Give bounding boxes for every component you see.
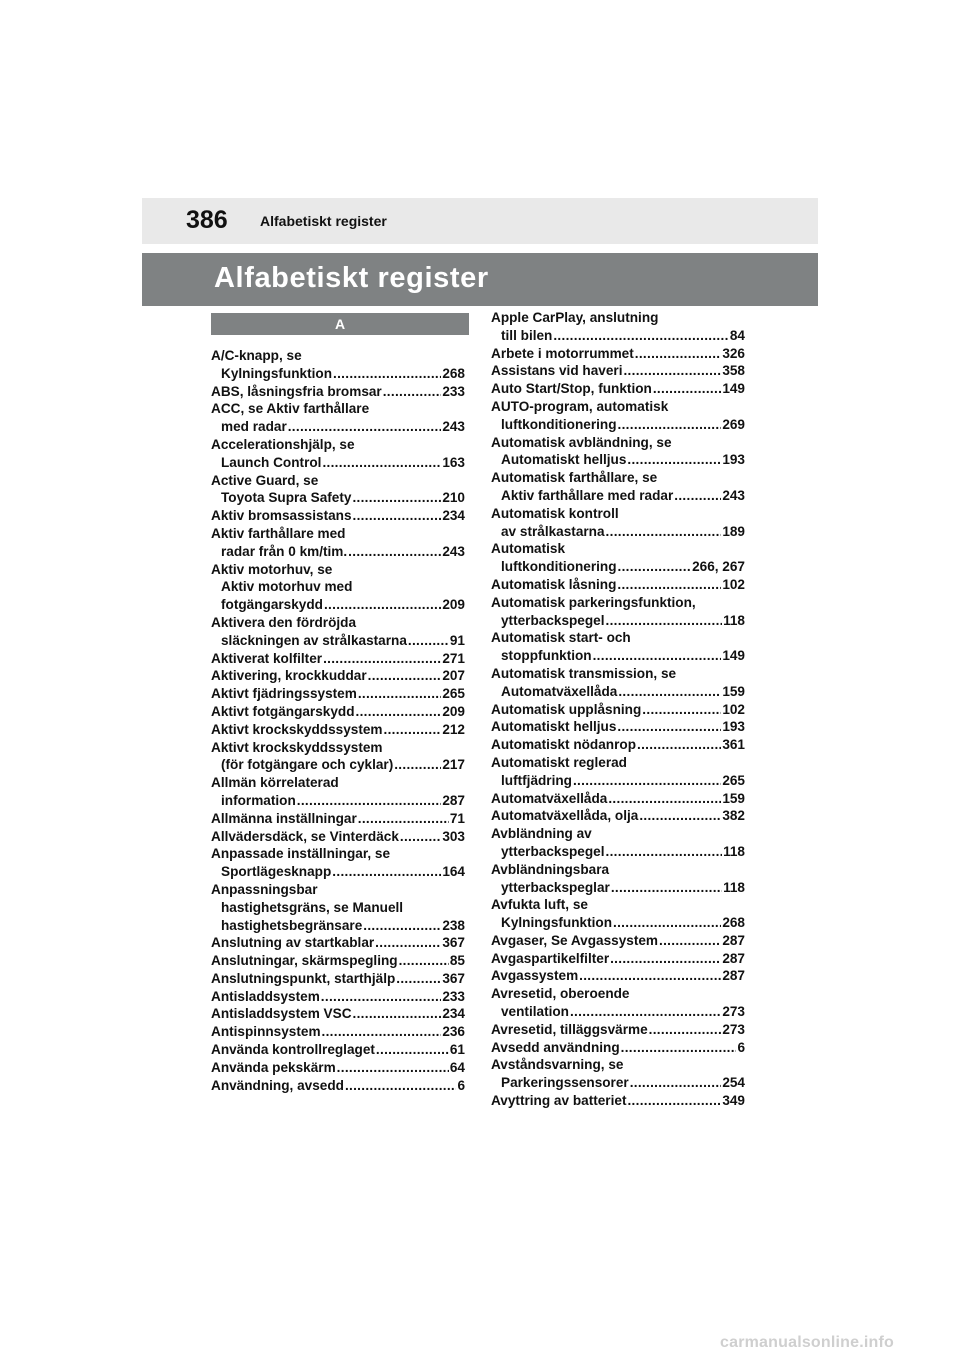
index-entry — [211, 614, 465, 650]
index-entry — [211, 1005, 465, 1023]
entry-page-number: 189 — [722, 523, 745, 539]
entry-page-number: 358 — [722, 363, 745, 379]
index-entry — [211, 667, 465, 685]
entry-page-number: 6 — [457, 1077, 465, 1093]
entry-term: Avsedd användning — [491, 1039, 620, 1055]
entry-term: Aktivera den fördröjda — [211, 614, 357, 630]
dot-leader — [358, 685, 442, 703]
entry-page-number: 234 — [442, 1006, 465, 1022]
entry-page-number: 233 — [442, 383, 465, 399]
dot-leader — [323, 650, 441, 668]
index-entry — [491, 469, 745, 505]
entry-term: Avgaser, Se Avgassystem — [491, 932, 659, 948]
entry-page-number: 287 — [722, 932, 745, 948]
entry-page-number: 71 — [449, 810, 465, 826]
entry-term: ytterbackspegel — [501, 612, 605, 628]
index-entry — [491, 950, 745, 968]
header-bar — [142, 198, 818, 244]
index-entry — [491, 345, 745, 363]
dot-leader — [610, 950, 721, 968]
entry-page-number: 243 — [722, 487, 745, 503]
dot-leader — [627, 1092, 721, 1110]
entry-term: Sportlägesknapp — [221, 864, 332, 880]
index-entry — [491, 754, 745, 790]
entry-term: Använda pekskärm — [211, 1059, 336, 1075]
index-entry — [211, 1023, 465, 1041]
index-entry — [491, 1056, 745, 1092]
entry-term: Aktivt fjädringssystem — [211, 686, 357, 702]
index-entry — [491, 861, 745, 897]
index-entry — [491, 701, 745, 719]
entry-term: information — [221, 792, 296, 808]
entry-term: ABS, låsningsfria bromsar — [211, 383, 382, 399]
index-entry — [211, 970, 465, 988]
dot-leader — [322, 1023, 442, 1041]
dot-leader — [659, 932, 721, 950]
dot-leader — [352, 489, 441, 507]
entry-term: Active Guard, se — [211, 472, 319, 488]
entry-term: Apple CarPlay, anslutning — [491, 310, 659, 325]
entry-page-number: 234 — [442, 508, 465, 524]
dot-leader — [321, 988, 442, 1006]
entry-page-number: 193 — [722, 452, 745, 468]
entry-term: Automatväxellåda — [491, 790, 608, 806]
index-entry — [211, 1059, 465, 1077]
entry-page-number: 236 — [442, 1024, 465, 1040]
entry-page-number: 269 — [722, 416, 745, 432]
entry-term: ytterbackspegel — [501, 843, 605, 859]
entry-page-number: 209 — [442, 703, 465, 719]
dot-leader — [356, 703, 442, 721]
index-entry — [491, 505, 745, 541]
dot-leader — [642, 701, 721, 719]
dot-leader — [353, 507, 442, 525]
dot-leader — [333, 365, 441, 383]
entry-term: (för fotgängare och cyklar) — [221, 757, 394, 773]
dot-leader — [637, 736, 721, 754]
entry-term: Avresetid, oberoende — [491, 986, 630, 1002]
dot-leader — [617, 718, 721, 736]
dot-leader — [618, 416, 722, 434]
entry-term: Antispinnsystem — [211, 1024, 321, 1040]
index-entry — [491, 932, 745, 950]
index-entry — [211, 1041, 465, 1059]
index-entry — [211, 685, 465, 703]
entry-term: Automatiskt helljus — [501, 452, 627, 468]
entry-page-number: 303 — [442, 828, 465, 844]
entry-term: Launch Control — [221, 454, 322, 470]
dot-leader — [383, 383, 442, 401]
index-entry — [211, 561, 465, 614]
dot-leader — [375, 934, 441, 952]
entry-term: Avgaspartikelfilter — [491, 950, 610, 966]
left-entry-list — [211, 347, 465, 1094]
dot-leader — [618, 558, 692, 576]
dot-leader — [337, 1059, 449, 1077]
entry-term: Använda kontrollreglaget — [211, 1042, 375, 1058]
dot-leader — [400, 828, 441, 846]
entry-term: luftkonditionering — [501, 559, 617, 575]
section-letter-header: A — [211, 313, 469, 335]
index-entry — [491, 665, 745, 701]
entry-term: Automatiskt nödanrop — [491, 737, 636, 753]
index-entry — [211, 828, 465, 846]
entry-term: fotgängarskydd — [221, 597, 323, 613]
entry-term: Kylningsfunktion — [501, 915, 613, 931]
entry-page-number: 159 — [722, 790, 745, 806]
entry-term: ytterbackspeglar — [501, 879, 610, 895]
entry-page-number: 287 — [722, 950, 745, 966]
entry-term: hastighetsbegränsare — [221, 917, 363, 933]
index-entry — [491, 896, 745, 932]
dot-leader — [593, 647, 722, 665]
entry-term: hastighetsgräns, se Manuell — [221, 899, 404, 915]
entry-page-number: 91 — [449, 632, 465, 648]
entry-term: med radar — [221, 419, 287, 435]
entry-term: Avbländning av — [491, 826, 592, 842]
entry-page-number: 102 — [722, 701, 745, 717]
entry-page-number: 193 — [722, 719, 745, 735]
dot-leader — [618, 683, 721, 701]
entry-term: Automatisk farthållare, se — [491, 470, 658, 486]
entry-term: Anslutningar, skärmspegling — [211, 953, 398, 969]
index-entry — [491, 807, 745, 825]
entry-term: AUTO-program, automatisk — [491, 398, 669, 414]
dot-leader — [674, 487, 721, 505]
dot-leader — [635, 345, 722, 363]
entry-term: Automatisk start- och — [491, 630, 631, 646]
index-entry — [491, 540, 745, 576]
index-entry — [211, 400, 465, 436]
entry-term: Kylningsfunktion — [221, 365, 333, 381]
entry-term: Aktivt fotgängarskydd — [211, 703, 355, 719]
dot-leader — [348, 543, 441, 561]
entry-page-number: 265 — [722, 772, 745, 788]
entry-term: Allvädersdäck, se Vinterdäck — [211, 828, 399, 844]
page-title: Alfabetiskt register — [214, 262, 489, 294]
dot-leader — [394, 756, 441, 774]
dot-leader — [570, 1003, 721, 1021]
entry-term: till bilen — [501, 327, 553, 343]
entry-page-number: 209 — [442, 597, 465, 613]
entry-page-number: 254 — [722, 1075, 745, 1091]
entry-term: Automatväxellåda — [501, 683, 618, 699]
index-entry — [211, 721, 465, 739]
entry-page-number: 287 — [442, 792, 465, 808]
dot-leader — [384, 721, 442, 739]
entry-page-number: 64 — [449, 1059, 465, 1075]
index-entry — [211, 347, 465, 383]
entry-page-number: 84 — [729, 327, 745, 343]
dot-leader — [617, 576, 721, 594]
entry-term: luftkonditionering — [501, 416, 617, 432]
entry-term: Aktiverat kolfilter — [211, 650, 323, 666]
index-entry — [211, 739, 465, 775]
dot-leader — [630, 1074, 722, 1092]
index-entry — [211, 934, 465, 952]
dot-leader — [606, 523, 722, 541]
entry-term: Aktivt krockskyddssystem — [211, 739, 383, 755]
entry-term: Aktiv motorhuv, se — [211, 561, 333, 577]
dot-leader — [399, 952, 449, 970]
entry-term: Automatisk — [491, 541, 566, 557]
entry-term: Automatisk transmission, se — [491, 665, 677, 681]
index-entry — [491, 380, 745, 398]
dot-leader — [332, 863, 441, 881]
index-entry — [491, 736, 745, 754]
entry-page-number: 61 — [449, 1042, 465, 1058]
entry-term: Användning, avsedd — [211, 1077, 344, 1093]
entry-page-number: 212 — [442, 721, 465, 737]
entry-term: Avståndsvarning, se — [491, 1057, 624, 1073]
entry-term: Anslutningspunkt, starthjälp — [211, 970, 396, 986]
entry-page-number: 233 — [442, 988, 465, 1004]
entry-term: Arbete i motorrummet — [491, 345, 634, 361]
entry-page-number: 163 — [442, 454, 465, 470]
dot-leader — [579, 967, 721, 985]
index-entry — [211, 650, 465, 668]
dot-leader — [621, 1039, 737, 1057]
index-entry — [491, 967, 745, 985]
index-entry — [491, 398, 745, 434]
index-entry — [211, 525, 465, 561]
entry-page-number: 367 — [442, 970, 465, 986]
entry-term: Aktiv farthållare med radar — [501, 487, 674, 503]
entry-page-number: 265 — [442, 686, 465, 702]
entry-term: Aktiv bromsassistans — [211, 508, 352, 524]
entry-term: Automatisk upplåsning — [491, 701, 642, 717]
entry-page-number: 273 — [722, 1004, 745, 1020]
entry-term: radar från 0 km/tim. — [221, 543, 348, 559]
entry-term: Anslutning av startkablar — [211, 935, 375, 951]
dot-leader — [639, 807, 721, 825]
entry-term: Anpassningsbar — [211, 881, 318, 897]
entry-term: ventilation — [501, 1004, 569, 1020]
index-entry — [491, 790, 745, 808]
running-title: Alfabetiskt register — [260, 213, 387, 229]
entry-page-number: 102 — [722, 576, 745, 592]
index-entry — [491, 629, 745, 665]
index-entry — [491, 576, 745, 594]
dot-leader — [324, 596, 441, 614]
dot-leader — [606, 843, 723, 861]
entry-term: Assistans vid haveri — [491, 363, 623, 379]
entry-term: Automatisk parkeringsfunktion, — [491, 594, 696, 610]
entry-term: Avfukta luft, se — [491, 897, 588, 913]
dot-leader — [608, 790, 721, 808]
index-entry — [211, 952, 465, 970]
dot-leader — [627, 451, 721, 469]
index-entry — [211, 845, 465, 881]
dot-leader — [606, 612, 723, 630]
dot-leader — [611, 879, 722, 897]
entry-page-number: 217 — [442, 757, 465, 773]
index-entry — [211, 1077, 465, 1095]
dot-leader — [553, 327, 729, 345]
dot-leader — [368, 667, 442, 685]
entry-term: Aktivt krockskyddssystem — [211, 721, 383, 737]
entry-page-number: 243 — [442, 543, 465, 559]
dot-leader — [613, 914, 721, 932]
entry-term: Allmänna inställningar — [211, 810, 357, 826]
index-entry — [211, 774, 465, 810]
index-column-left — [211, 313, 465, 1094]
entry-page-number: 361 — [722, 737, 745, 753]
index-entry — [491, 1039, 745, 1057]
dot-leader — [297, 792, 442, 810]
entry-term: Accelerationshjälp, se — [211, 436, 355, 452]
index-entry — [491, 434, 745, 470]
page-number: 386 — [186, 206, 228, 234]
entry-page-number: 243 — [442, 419, 465, 435]
entry-term: släckningen av strålkastarna — [221, 632, 407, 648]
index-entry — [211, 436, 465, 472]
index-entry — [491, 1021, 745, 1039]
entry-term: Automatiskt helljus — [491, 719, 617, 735]
entry-page-number: 6 — [737, 1039, 745, 1055]
dot-leader — [408, 632, 449, 650]
index-entry — [211, 472, 465, 508]
entry-term: ACC, se Aktiv farthållare — [211, 401, 370, 417]
entry-page-number: 210 — [442, 490, 465, 506]
entry-page-number: 287 — [722, 968, 745, 984]
entry-term: Antisladdsystem — [211, 988, 320, 1004]
index-entry — [211, 383, 465, 401]
dot-leader — [345, 1077, 457, 1095]
entry-page-number: 164 — [442, 864, 465, 880]
watermark: carmanualsonline.info — [720, 1334, 895, 1351]
dot-leader — [288, 418, 442, 436]
index-entry — [491, 594, 745, 630]
dot-leader — [363, 917, 441, 935]
index-entry — [211, 703, 465, 721]
entry-page-number: 326 — [722, 345, 745, 361]
entry-term: Avresetid, tilläggsvärme — [491, 1021, 648, 1037]
entry-page-number: 271 — [442, 650, 465, 666]
entry-term: A/C-knapp, se — [211, 348, 302, 363]
entry-page-number: 268 — [442, 365, 465, 381]
entry-page-number: 85 — [449, 953, 465, 969]
index-entry — [491, 309, 745, 345]
index-entry — [491, 718, 745, 736]
entry-term: Automatisk kontroll — [491, 505, 619, 521]
index-entry — [491, 825, 745, 861]
dot-leader — [573, 772, 721, 790]
index-entry — [211, 881, 465, 934]
entry-page-number: 159 — [722, 683, 745, 699]
entry-term: Automatisk avbländning, se — [491, 434, 672, 450]
entry-page-number: 382 — [722, 808, 745, 824]
entry-term: Avgassystem — [491, 968, 579, 984]
entry-term: luftfjädring — [501, 772, 572, 788]
dot-leader — [353, 1005, 442, 1023]
index-entry — [211, 988, 465, 1006]
entry-term: Avbländningsbara — [491, 861, 610, 877]
entry-page-number: 266, 267 — [692, 559, 745, 575]
title-bar — [142, 253, 818, 306]
dot-leader — [358, 810, 449, 828]
entry-term: Allmän körrelaterad — [211, 775, 339, 791]
index-entry — [211, 507, 465, 525]
dot-leader — [322, 454, 441, 472]
entry-page-number: 118 — [723, 612, 745, 628]
index-entry — [491, 985, 745, 1021]
entry-page-number: 207 — [442, 668, 465, 684]
dot-leader — [396, 970, 441, 988]
entry-term: av strålkastarna — [501, 523, 605, 539]
dot-leader — [623, 362, 721, 380]
entry-term: Automatisk låsning — [491, 576, 617, 592]
entry-page-number: 268 — [722, 915, 745, 931]
entry-page-number: 149 — [722, 648, 745, 664]
entry-term: Toyota Supra Safety — [221, 490, 352, 506]
entry-page-number: 118 — [723, 843, 745, 859]
index-entry — [491, 1092, 745, 1110]
dot-leader — [653, 380, 721, 398]
entry-term: Automatväxellåda, olja — [491, 808, 639, 824]
entry-term: Aktiv motorhuv med — [221, 579, 353, 595]
entry-term: Aktivering, krockkuddar — [211, 668, 367, 684]
right-entry-list — [491, 309, 745, 1110]
entry-page-number: 118 — [723, 879, 745, 895]
entry-term: Automatiskt reglerad — [491, 754, 627, 770]
entry-page-number: 273 — [722, 1021, 745, 1037]
entry-term: Aktiv farthållare med — [211, 525, 346, 541]
index-entry — [491, 362, 745, 380]
index-entry — [211, 810, 465, 828]
entry-term: Anpassade inställningar, se — [211, 846, 391, 862]
dot-leader — [649, 1021, 722, 1039]
entry-page-number: 238 — [442, 917, 465, 933]
entry-term: Parkeringssensorer — [501, 1075, 629, 1091]
entry-page-number: 149 — [722, 381, 745, 397]
entry-term: stoppfunktion — [501, 648, 592, 664]
index-column-right — [491, 309, 745, 1110]
entry-term: Avyttring av batteriet — [491, 1093, 627, 1109]
dot-leader — [376, 1041, 449, 1059]
entry-term: Auto Start/Stop, funktion — [491, 381, 652, 397]
entry-page-number: 367 — [442, 935, 465, 951]
entry-term: Antisladdsystem VSC — [211, 1006, 352, 1022]
entry-page-number: 349 — [722, 1093, 745, 1109]
